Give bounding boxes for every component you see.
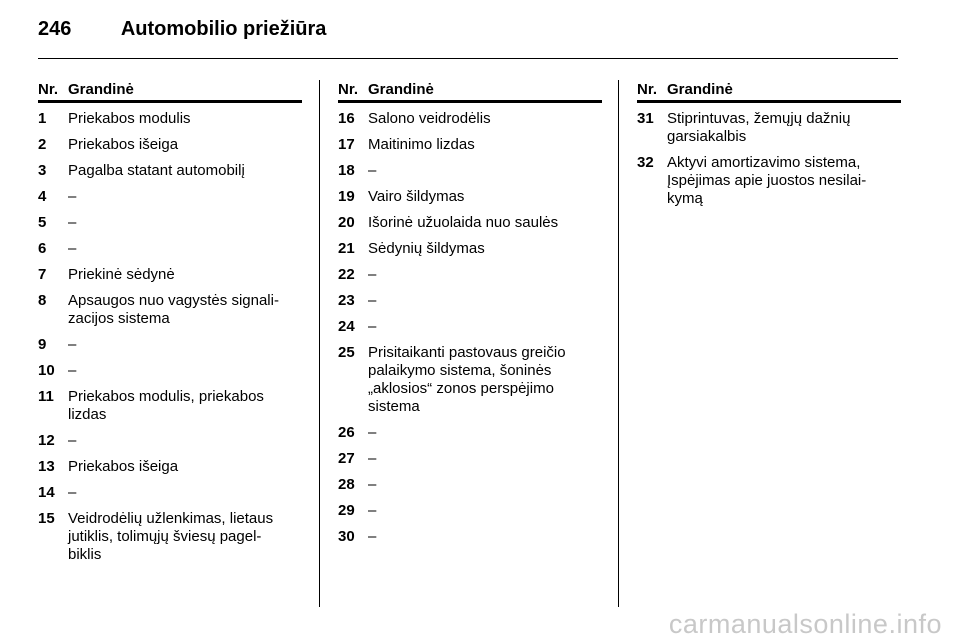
- circuit-description: –: [368, 450, 377, 467]
- circuit-description: –: [368, 424, 377, 441]
- table-row: [338, 344, 602, 416]
- header-rule: [38, 58, 898, 59]
- circuit-description: –: [68, 484, 77, 501]
- fuse-number: 21: [338, 240, 355, 257]
- table-row: [38, 266, 302, 284]
- fuse-number: 10: [38, 362, 55, 379]
- table-row: [338, 450, 602, 468]
- table-row: [338, 424, 602, 442]
- circuit-description: Priekabos išeiga: [68, 136, 179, 153]
- circuit-header: Grandinė: [68, 81, 134, 98]
- fuse-number: 15: [38, 510, 55, 527]
- fuse-number: 22: [338, 266, 355, 283]
- circuit-description: –: [368, 266, 377, 283]
- fuse-table-column-3: [637, 80, 901, 216]
- table-row: [338, 136, 602, 154]
- fuse-number: 24: [338, 318, 355, 335]
- table-row: [338, 266, 602, 284]
- page-number: 246: [38, 18, 72, 40]
- table-row: [38, 214, 302, 232]
- circuit-description: Maitinimo lizdas: [368, 136, 475, 153]
- table-row: [38, 292, 302, 328]
- fuse-table-column-2: [338, 80, 602, 554]
- table-row: [38, 110, 302, 128]
- table-row: [38, 136, 302, 154]
- table-rows: [38, 110, 302, 564]
- table-header: [338, 80, 602, 103]
- fuse-number: 18: [338, 162, 355, 179]
- table-row: [338, 318, 602, 336]
- table-row: [637, 154, 901, 208]
- circuit-description: –: [368, 318, 377, 335]
- fuse-number: 25: [338, 344, 355, 361]
- fuse-number: 17: [338, 136, 355, 153]
- fuse-number: 5: [38, 214, 47, 231]
- page-title: Automobilio priežiūra: [120, 18, 327, 40]
- circuit-description: Vairo šildymas: [368, 188, 465, 205]
- circuit-description: Priekabos modulis, priekabos lizdas: [68, 388, 264, 423]
- fuse-number: 3: [38, 162, 47, 179]
- fuse-number: 26: [338, 424, 355, 441]
- circuit-description: –: [68, 214, 77, 231]
- fuse-number: 28: [338, 476, 355, 493]
- table-row: [38, 362, 302, 380]
- table-row: [338, 292, 602, 310]
- table-row: [338, 240, 602, 258]
- table-row: [38, 458, 302, 476]
- circuit-description: –: [68, 362, 77, 379]
- column-divider: [319, 80, 320, 607]
- fuse-number: 19: [338, 188, 355, 205]
- fuse-number: 9: [38, 336, 47, 353]
- circuit-description: –: [368, 476, 377, 493]
- table-row: [338, 188, 602, 206]
- table-row: [38, 388, 302, 424]
- fuse-number: 31: [637, 110, 654, 127]
- circuit-description: Salono veidrodėlis: [368, 110, 491, 127]
- fuse-number: 1: [38, 110, 47, 127]
- table-row: [338, 502, 602, 520]
- page-header: [38, 18, 326, 41]
- table-row: [38, 240, 302, 258]
- circuit-description: –: [68, 188, 77, 205]
- nr-header: Nr.: [637, 81, 658, 98]
- fuse-number: 30: [338, 528, 355, 545]
- fuse-number: 4: [38, 188, 47, 205]
- circuit-header: Grandinė: [368, 81, 434, 98]
- table-rows: [637, 110, 901, 208]
- fuse-number: 2: [38, 136, 47, 153]
- circuit-description: –: [368, 292, 377, 309]
- fuse-number: 6: [38, 240, 47, 257]
- circuit-description: –: [68, 432, 77, 449]
- circuit-description: Sėdynių šildymas: [368, 240, 485, 257]
- nr-header: Nr.: [38, 81, 59, 98]
- circuit-description: Veidrodėlių užlenkimas, lietaus jutiklis, tolimųjų šviesų pagel- biklis: [68, 510, 274, 563]
- circuit-description: Išorinė užuolaida nuo saulės: [368, 214, 559, 231]
- circuit-description: Stiprintuvas, žemųjų dažnių garsiakalbis: [667, 110, 851, 145]
- table-row: [338, 528, 602, 546]
- table-row: [38, 510, 302, 564]
- table-row: [338, 162, 602, 180]
- table-row: [637, 110, 901, 146]
- fuse-number: 27: [338, 450, 355, 467]
- fuse-number: 12: [38, 432, 55, 449]
- table-row: [338, 110, 602, 128]
- circuit-description: Pagalba statant automobilį: [68, 162, 245, 179]
- circuit-description: Priekabos išeiga: [68, 458, 179, 475]
- circuit-description: –: [68, 240, 77, 257]
- circuit-description: Priekinė sėdynė: [68, 266, 175, 283]
- table-header: [38, 80, 302, 103]
- fuse-number: 20: [338, 214, 355, 231]
- circuit-description: Priekabos modulis: [68, 110, 191, 127]
- table-row: [38, 162, 302, 180]
- column-divider: [618, 80, 619, 607]
- circuit-description: –: [368, 528, 377, 545]
- fuse-number: 16: [338, 110, 355, 127]
- circuit-description: Prisitaikanti pastovaus greičio palaikymo sistema, šoninės „aklosios“ zonos perspėjimo sistema: [368, 344, 566, 415]
- table-row: [338, 214, 602, 232]
- table-row: [38, 188, 302, 206]
- watermark: carmanualsonline.info: [668, 609, 942, 639]
- fuse-number: 7: [38, 266, 47, 283]
- fuse-table-column-1: [38, 80, 302, 572]
- fuse-number: 23: [338, 292, 355, 309]
- table-row: [38, 484, 302, 502]
- table-row: [38, 432, 302, 450]
- fuse-number: 13: [38, 458, 55, 475]
- fuse-number: 32: [637, 154, 654, 171]
- table-header: [637, 80, 901, 103]
- circuit-header: Grandinė: [667, 81, 733, 98]
- nr-header: Nr.: [338, 81, 359, 98]
- circuit-description: –: [368, 162, 377, 179]
- fuse-number: 29: [338, 502, 355, 519]
- table-row: [38, 336, 302, 354]
- circuit-description: –: [68, 336, 77, 353]
- table-row: [338, 476, 602, 494]
- circuit-description: Apsaugos nuo vagystės signali- zacijos sistema: [68, 292, 279, 327]
- fuse-number: 14: [38, 484, 55, 501]
- fuse-number: 11: [38, 388, 54, 405]
- circuit-description: –: [368, 502, 377, 519]
- fuse-number: 8: [38, 292, 47, 309]
- circuit-description: Aktyvi amortizavimo sistema, Įspėjimas apie juostos nesilai- kymą: [667, 154, 867, 207]
- table-rows: [338, 110, 602, 546]
